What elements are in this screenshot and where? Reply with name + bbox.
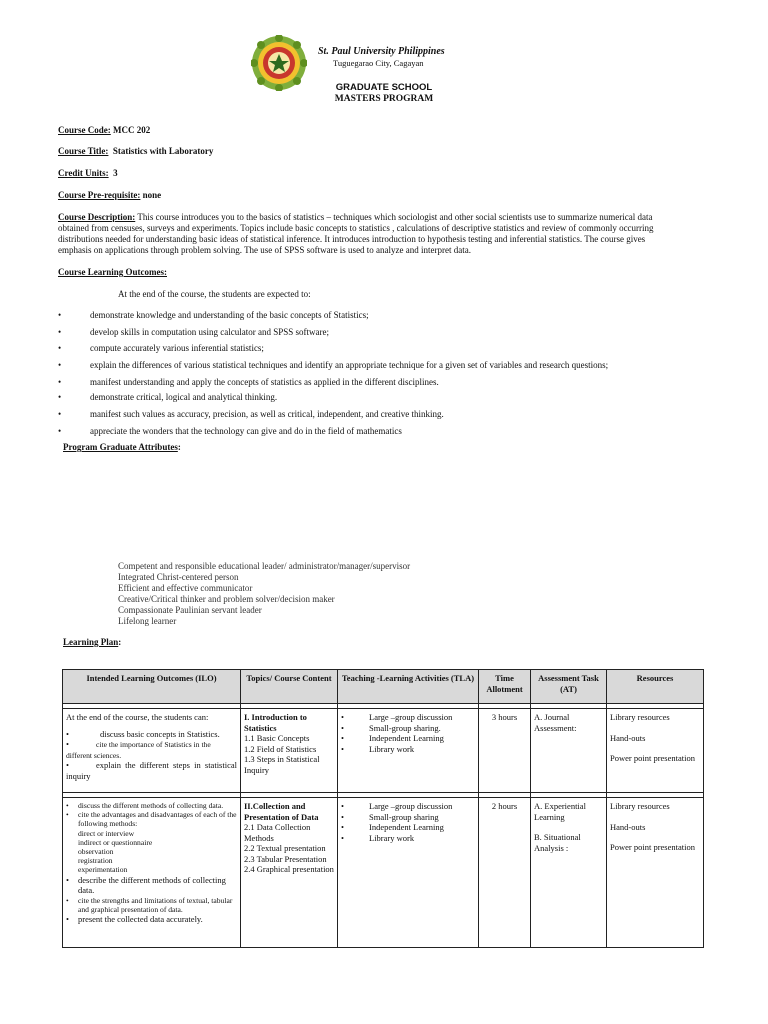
university-seal-logo — [251, 35, 307, 91]
learning-outcomes-intro: At the end of the course, the students are expected to: — [118, 289, 311, 299]
list-item: • Independent Learning — [341, 733, 444, 743]
list-item: • Large –group discussion — [341, 712, 453, 722]
list-item: • cite the strengths and limitations of textual, tabular and graphical presentation of data. — [66, 895, 233, 914]
list-item: • describe the different methods of collecting data. — [66, 874, 226, 896]
credit-units-line — [58, 168, 118, 179]
list-item: • Library work — [341, 832, 415, 843]
ilo-cell: At the end of the course, the students can: • discuss basic concepts in Statistics. • cite the importance of Statistics in the different sciences. • explain the different steps in statistical inquiry — [63, 709, 241, 793]
list-item: • discuss the different methods of collecting data. — [66, 801, 224, 810]
course-description-line: This course introduces you to the basics of statistics – techniques which sociologist and other social scientists use to summarize numerical data — [135, 212, 653, 222]
learning-outcomes-heading: Course Learning Outcomes: — [58, 267, 167, 277]
topics-cell: I. Introduction to Statistics 1.1 Basic Concepts 1.2 Field of Statistics 1.3 Steps in Statistical Inquiry — [241, 709, 338, 793]
list-item: • Library work — [341, 743, 415, 754]
table-header-row — [63, 670, 704, 704]
learning-plan-table — [62, 669, 704, 948]
prerequisite-line — [58, 190, 161, 201]
list-item: • Independent Learning — [341, 822, 444, 832]
course-code-value: MCC 202 — [113, 125, 151, 135]
column-header-resources: Resources — [607, 670, 704, 704]
course-title-line — [58, 146, 213, 157]
list-item: • Small-group sharing — [341, 811, 439, 822]
list-item: • Large –group discussion — [341, 801, 453, 811]
list-item: Efficient and effective communicator — [118, 583, 253, 593]
list-item: • cite the advantages and disadvantages of each of the following methods: — [66, 810, 237, 829]
list-item: Lifelong learner — [118, 616, 177, 626]
column-header-topics: Topics/ Course Content — [241, 670, 338, 704]
list-item: • present the collected data accurately. — [66, 914, 203, 925]
assessment-cell: A. Journal Assessment: — [531, 709, 607, 793]
column-header-assessment: Assessment Task (AT) — [531, 670, 607, 704]
university-name: St. Paul University Philippines — [318, 46, 445, 57]
course-title-label: Course Title: — [58, 146, 109, 156]
program-name: MASTERS PROGRAM — [334, 94, 434, 104]
assessment-cell: A. Experiential Learning B. Situational Analysis : — [531, 798, 607, 948]
column-header-ilo: Intended Learning Outcomes (ILO) — [63, 670, 241, 704]
resources-cell: Library resources Hand-outs Power point presentation — [607, 798, 704, 948]
course-code-line — [58, 125, 150, 136]
topics-cell: II.Collection and Presentation of Data 2.1 Data Collection Methods 2.2 Textual presentation 2.3 Tabular Presentation 2.4 Graphical presentation — [241, 798, 338, 948]
course-description-line: distributions needed for understanding basic ideas of statistical inference. It introduces introduction to hypothesis testing and inferential statistics. The course gives — [58, 234, 646, 244]
time-cell: 3 hours — [479, 709, 531, 793]
table-row — [63, 709, 704, 793]
table-row — [63, 798, 704, 948]
course-description-line: emphasis on applications through problem solving. The use of SPSS software is used to analyze and interpret data. — [58, 245, 472, 255]
list-item: Creative/Critical thinker and problem solver/decision maker — [118, 594, 335, 604]
prerequisite-label: Course Pre-requisite: — [58, 190, 141, 200]
credit-units-label: Credit Units: — [58, 168, 109, 178]
ilo-cell: • discuss the different methods of collecting data. • cite the advantages and disadvantages of each of the following methods: direct or interview indirect or questionnaire observation registration experimentation • describe the different methods of collecting data. • cite the strengths and limitations of textual, tabular and graphical presentation of data. • present the collected data accurately. — [63, 798, 241, 948]
column-header-time: Time Allotment — [479, 670, 531, 704]
university-city: Tuguegarao City, Cagayan — [333, 58, 424, 68]
time-cell: 2 hours — [479, 798, 531, 948]
list-item: Integrated Christ-centered person — [118, 572, 239, 582]
column-header-tla: Teaching -Learning Activities (TLA) — [338, 670, 479, 704]
resources-cell: Library resources Hand-outs Power point presentation — [607, 709, 704, 793]
graduate-attributes-heading: Program Graduate Attributes: — [63, 442, 181, 452]
course-description — [58, 212, 718, 256]
tla-cell — [338, 709, 479, 793]
prerequisite-value: none — [142, 190, 162, 200]
school-name: GRADUATE SCHOOL — [335, 82, 433, 93]
course-title-value: Statistics with Laboratory — [112, 146, 214, 156]
course-code-label: Course Code: — [58, 125, 111, 135]
credit-units-value: 3 — [113, 168, 118, 178]
list-item: Competent and responsible educational leader/ administrator/manager/supervisor — [118, 561, 411, 571]
list-item: • Small-group sharing. — [341, 722, 441, 733]
tla-cell — [338, 798, 479, 948]
course-description-line: obtained from censuses, surveys and experiments. Topics include basic concepts to statistics , calculations of descriptive statistics and review of commonly occurring — [58, 223, 654, 233]
list-item: Compassionate Paulinian servant leader — [118, 605, 262, 615]
learning-plan-heading: Learning Plan: — [63, 637, 122, 647]
course-description-label: Course Description: — [58, 212, 136, 222]
